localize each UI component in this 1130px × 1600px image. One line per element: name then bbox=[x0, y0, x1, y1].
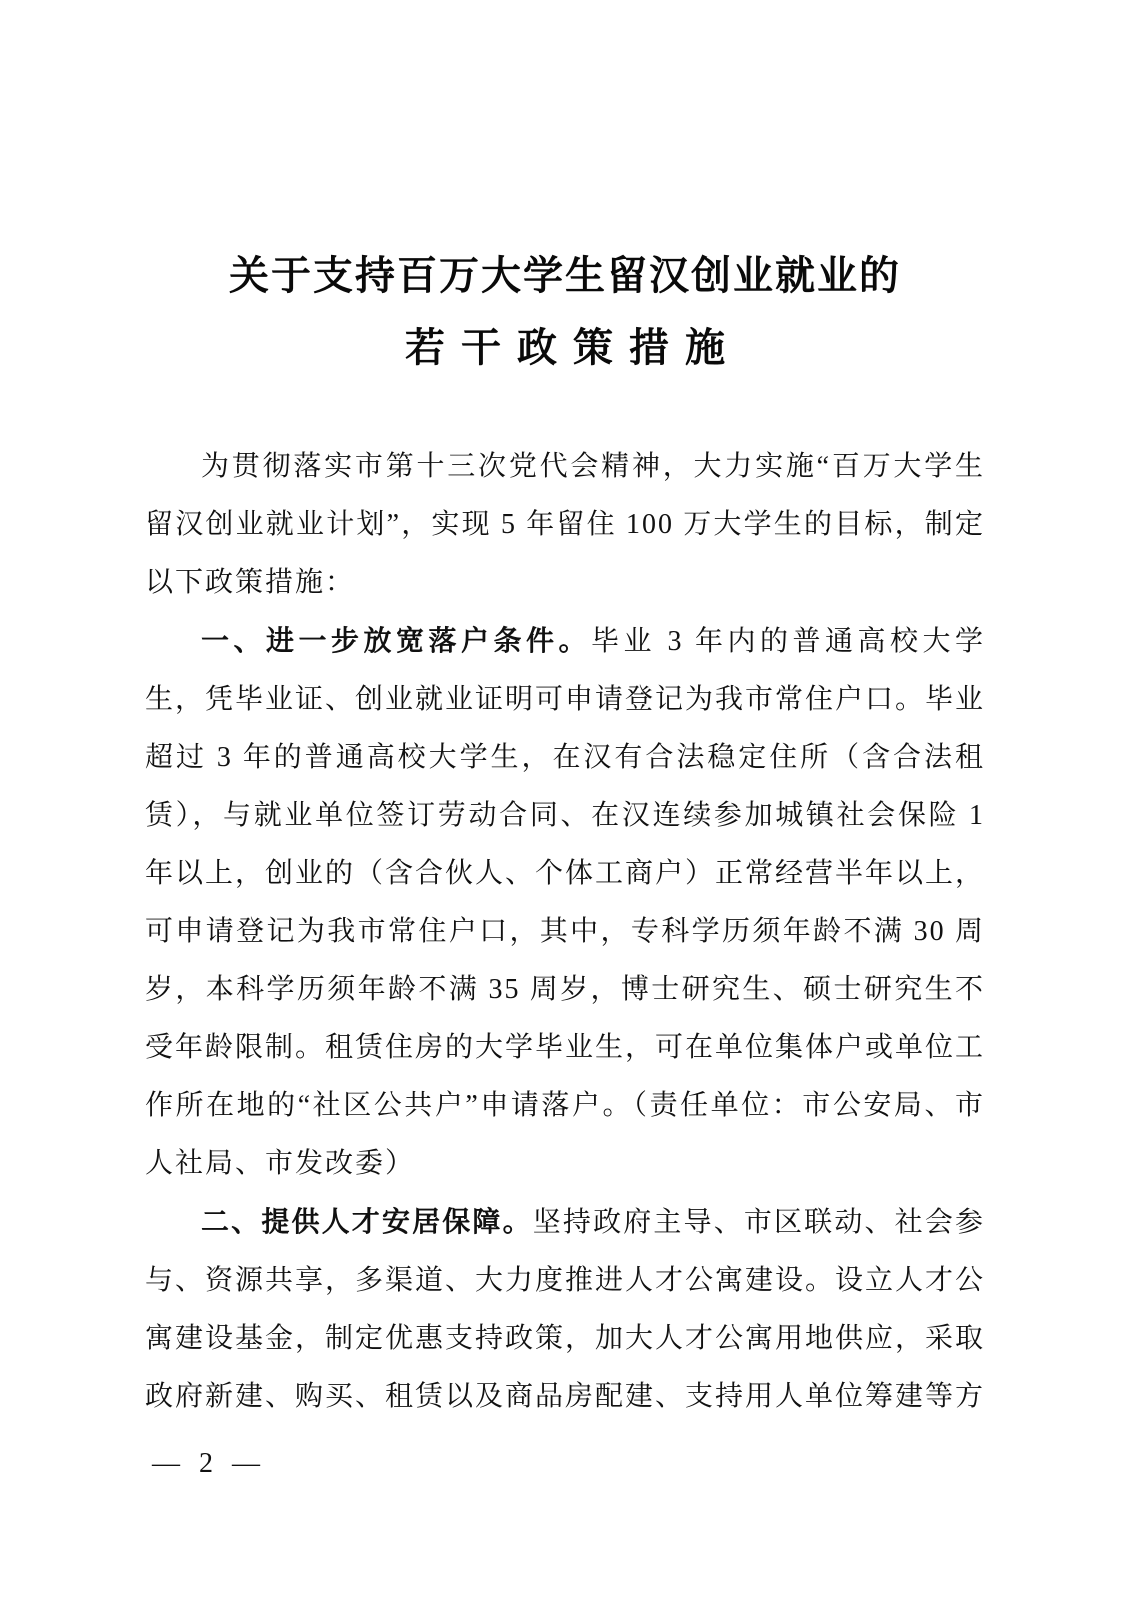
document-body bbox=[145, 438, 985, 1426]
document-title bbox=[0, 0, 1130, 372]
section-1-heading: 一、进一步放宽落户条件。 bbox=[201, 625, 591, 656]
section-2-heading: 二、提供人才安居保障。 bbox=[201, 1206, 533, 1237]
section-1-responsible-units: （责任单位：市公安局、市人社局、市发改委） bbox=[145, 1090, 985, 1179]
paragraph-section-1 bbox=[145, 612, 985, 1193]
paragraph-section-2 bbox=[145, 1193, 985, 1426]
section-2-text: 坚持政府主导、市区联动、社会参与、资源共享，多渠道、大力度推进人才公寓建设。设立人才公寓建设基金，制定优惠支持政策，加大人才公寓用地供应，采取政府新建、购买、租赁以及商品房配建、支持用人单位筹建等方 bbox=[145, 1207, 986, 1412]
page-number: — 2 — bbox=[152, 1448, 266, 1479]
document-title-line-1: 关于支持百万大学生留汉创业就业的 bbox=[229, 253, 901, 298]
section-1-text: 毕业 3 年内的普通高校大学生，凭毕业证、创业就业证明可申请登记为我市常住户口。毕业超过 3 年的普通高校大学生，在汉有合法稳定住所（含合法租赁），与就业单位签订劳动合同、在汉连续参加城镇社会保险 1 年以上，创业的（含合伙人、个体工商户）正常经营半年以上，可申请登记为我市常住户口，其中，专科学历须年龄不满 30 周岁，本科学历须年龄不满 35 周岁，博士研究生、硕士研究生不受年龄限制。租赁住房的大学毕业生，可在单位集体户或单位工作所在地的“社区公共户”申请落户。 bbox=[145, 626, 986, 1121]
document-title-line-2: 若干政策措施 bbox=[405, 325, 741, 370]
paragraph-intro-text: 为贯彻落实市第十三次党代会精神，大力实施“百万大学生留汉创业就业计划”，实现 5 年留住 100 万大学生的目标，制定以下政策措施： bbox=[145, 451, 985, 598]
paragraph-intro bbox=[145, 438, 985, 612]
